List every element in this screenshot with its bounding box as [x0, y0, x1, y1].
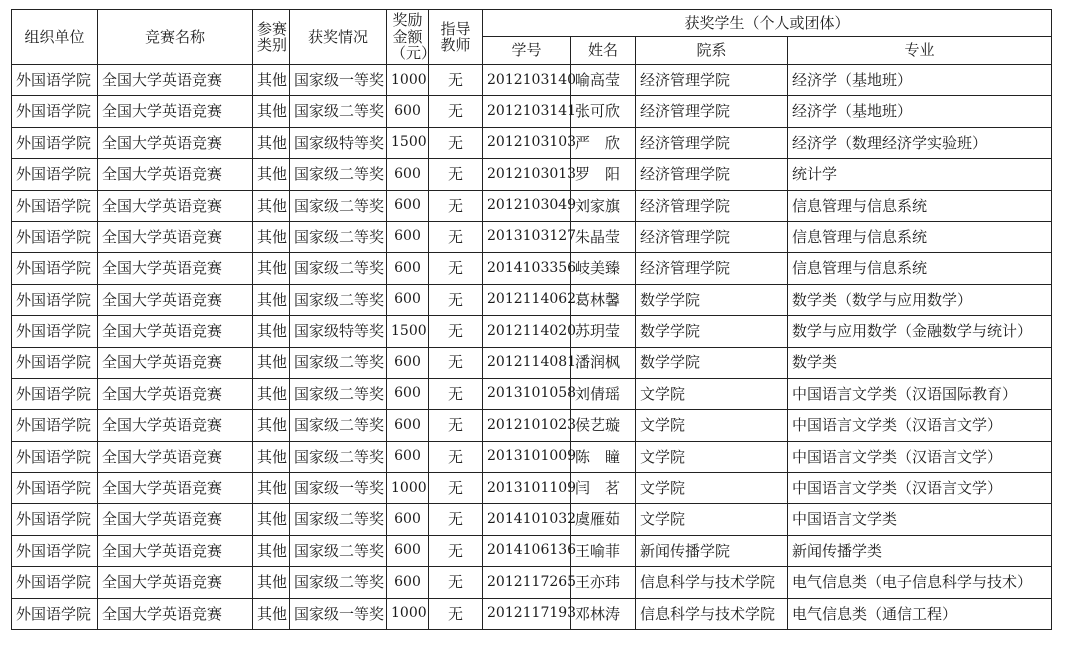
competition-cell: 全国大学英语竞赛 — [98, 159, 253, 190]
advisor-cell: 无 — [429, 221, 483, 252]
table-row — [12, 96, 1052, 127]
category-cell: 其他 — [253, 221, 290, 252]
org-cell: 外国语学院 — [12, 598, 98, 629]
table-row — [12, 190, 1052, 221]
student-id-cell: 2012117193 — [483, 598, 571, 629]
competition-cell: 全国大学英语竞赛 — [98, 190, 253, 221]
header-amount: 奖励 金额 （元） — [387, 10, 429, 65]
category-cell: 其他 — [253, 284, 290, 315]
table-row — [12, 535, 1052, 566]
name-cell: 严 欣 — [571, 127, 636, 158]
table-row — [12, 65, 1052, 96]
department-cell: 文学院 — [636, 504, 788, 535]
competition-cell: 全国大学英语竞赛 — [98, 221, 253, 252]
amount-cell: 1500 — [387, 316, 429, 347]
org-cell: 外国语学院 — [12, 567, 98, 598]
award-cell: 国家级二等奖 — [290, 441, 387, 472]
major-cell: 经济学（数理经济学实验班） — [788, 127, 1052, 158]
header-org: 组织单位 — [12, 10, 98, 65]
major-cell: 统计学 — [788, 159, 1052, 190]
advisor-cell: 无 — [429, 441, 483, 472]
major-cell: 数学类（数学与应用数学） — [788, 284, 1052, 315]
student-id-cell: 2012114062 — [483, 284, 571, 315]
org-cell: 外国语学院 — [12, 127, 98, 158]
table-row — [12, 284, 1052, 315]
category-cell: 其他 — [253, 410, 290, 441]
name-cell: 潘润枫 — [571, 347, 636, 378]
major-cell: 中国语言文学类（汉语国际教育） — [788, 378, 1052, 409]
amount-cell: 600 — [387, 159, 429, 190]
name-cell: 王喻菲 — [571, 535, 636, 566]
org-cell: 外国语学院 — [12, 65, 98, 96]
competition-cell: 全国大学英语竞赛 — [98, 347, 253, 378]
amount-cell: 600 — [387, 378, 429, 409]
category-cell: 其他 — [253, 347, 290, 378]
amount-cell: 600 — [387, 410, 429, 441]
award-cell: 国家级特等奖 — [290, 316, 387, 347]
header-advisor: 指导 教师 — [429, 10, 483, 65]
advisor-cell: 无 — [429, 284, 483, 315]
advisor-cell: 无 — [429, 96, 483, 127]
major-cell: 数学类 — [788, 347, 1052, 378]
student-id-cell: 2012103103 — [483, 127, 571, 158]
table-row — [12, 567, 1052, 598]
competition-cell: 全国大学英语竞赛 — [98, 253, 253, 284]
competition-cell: 全国大学英语竞赛 — [98, 410, 253, 441]
name-cell: 虞雁茹 — [571, 504, 636, 535]
table-row — [12, 378, 1052, 409]
major-cell: 经济学（基地班） — [788, 96, 1052, 127]
amount-cell: 600 — [387, 190, 429, 221]
department-cell: 经济管理学院 — [636, 65, 788, 96]
org-cell: 外国语学院 — [12, 504, 98, 535]
table-row — [12, 127, 1052, 158]
department-cell: 新闻传播学院 — [636, 535, 788, 566]
department-cell: 文学院 — [636, 410, 788, 441]
category-cell: 其他 — [253, 65, 290, 96]
name-cell: 刘家旗 — [571, 190, 636, 221]
table-row — [12, 473, 1052, 504]
department-cell: 数学学院 — [636, 316, 788, 347]
name-cell: 张可欣 — [571, 96, 636, 127]
table-row — [12, 159, 1052, 190]
category-cell: 其他 — [253, 316, 290, 347]
category-cell: 其他 — [253, 598, 290, 629]
competition-cell: 全国大学英语竞赛 — [98, 504, 253, 535]
name-cell: 苏玥莹 — [571, 316, 636, 347]
major-cell: 信息管理与信息系统 — [788, 221, 1052, 252]
advisor-cell: 无 — [429, 410, 483, 441]
department-cell: 文学院 — [636, 441, 788, 472]
table-row — [12, 504, 1052, 535]
major-cell: 中国语言文学类 — [788, 504, 1052, 535]
major-cell: 电气信息类（电子信息科学与技术） — [788, 567, 1052, 598]
competition-cell: 全国大学英语竞赛 — [98, 473, 253, 504]
award-cell: 国家级二等奖 — [290, 221, 387, 252]
student-id-cell: 2013101058 — [483, 378, 571, 409]
org-cell: 外国语学院 — [12, 96, 98, 127]
amount-cell: 600 — [387, 221, 429, 252]
name-cell: 罗 阳 — [571, 159, 636, 190]
competition-cell: 全国大学英语竞赛 — [98, 441, 253, 472]
header-students: 获奖学生（个人或团体） — [483, 10, 1052, 37]
amount-cell: 600 — [387, 567, 429, 598]
name-cell: 王亦玮 — [571, 567, 636, 598]
header-department: 院系 — [636, 37, 788, 65]
name-cell: 陈 瞳 — [571, 441, 636, 472]
major-cell: 电气信息类（通信工程） — [788, 598, 1052, 629]
major-cell: 信息管理与信息系统 — [788, 190, 1052, 221]
award-cell: 国家级二等奖 — [290, 535, 387, 566]
amount-cell: 1500 — [387, 127, 429, 158]
category-cell: 其他 — [253, 567, 290, 598]
competition-cell: 全国大学英语竞赛 — [98, 567, 253, 598]
advisor-cell: 无 — [429, 473, 483, 504]
category-cell: 其他 — [253, 190, 290, 221]
category-cell: 其他 — [253, 96, 290, 127]
org-cell: 外国语学院 — [12, 316, 98, 347]
advisor-cell: 无 — [429, 159, 483, 190]
advisor-cell: 无 — [429, 504, 483, 535]
table-row — [12, 221, 1052, 252]
competition-cell: 全国大学英语竞赛 — [98, 127, 253, 158]
department-cell: 经济管理学院 — [636, 159, 788, 190]
major-cell: 中国语言文学类（汉语言文学） — [788, 441, 1052, 472]
org-cell: 外国语学院 — [12, 441, 98, 472]
student-id-cell: 2012103013 — [483, 159, 571, 190]
org-cell: 外国语学院 — [12, 190, 98, 221]
name-cell: 侯艺璇 — [571, 410, 636, 441]
award-cell: 国家级二等奖 — [290, 378, 387, 409]
category-cell: 其他 — [253, 504, 290, 535]
name-cell: 岐美臻 — [571, 253, 636, 284]
name-cell: 闫 茗 — [571, 473, 636, 504]
name-cell: 喻高莹 — [571, 65, 636, 96]
table-row — [12, 441, 1052, 472]
advisor-cell: 无 — [429, 316, 483, 347]
award-cell: 国家级二等奖 — [290, 284, 387, 315]
advisor-cell: 无 — [429, 535, 483, 566]
org-cell: 外国语学院 — [12, 253, 98, 284]
competition-cell: 全国大学英语竞赛 — [98, 284, 253, 315]
org-cell: 外国语学院 — [12, 535, 98, 566]
department-cell: 信息科学与技术学院 — [636, 598, 788, 629]
amount-cell: 1000 — [387, 65, 429, 96]
category-cell: 其他 — [253, 127, 290, 158]
header-name: 姓名 — [571, 37, 636, 65]
competition-cell: 全国大学英语竞赛 — [98, 535, 253, 566]
advisor-cell: 无 — [429, 65, 483, 96]
department-cell: 经济管理学院 — [636, 127, 788, 158]
org-cell: 外国语学院 — [12, 473, 98, 504]
advisor-cell: 无 — [429, 347, 483, 378]
award-cell: 国家级二等奖 — [290, 410, 387, 441]
name-cell: 葛林馨 — [571, 284, 636, 315]
advisor-cell: 无 — [429, 190, 483, 221]
competition-cell: 全国大学英语竞赛 — [98, 65, 253, 96]
amount-cell: 600 — [387, 96, 429, 127]
student-id-cell: 2014106136 — [483, 535, 571, 566]
major-cell: 新闻传播学类 — [788, 535, 1052, 566]
advisor-cell: 无 — [429, 378, 483, 409]
award-cell: 国家级二等奖 — [290, 190, 387, 221]
table-body — [12, 65, 1052, 630]
category-cell: 其他 — [253, 378, 290, 409]
header-competition: 竞赛名称 — [98, 10, 253, 65]
competition-cell: 全国大学英语竞赛 — [98, 598, 253, 629]
award-cell: 国家级二等奖 — [290, 159, 387, 190]
amount-cell: 1000 — [387, 473, 429, 504]
award-cell: 国家级二等奖 — [290, 504, 387, 535]
org-cell: 外国语学院 — [12, 284, 98, 315]
awards-table — [11, 9, 1052, 630]
award-cell: 国家级二等奖 — [290, 96, 387, 127]
advisor-cell: 无 — [429, 253, 483, 284]
student-id-cell: 2012103141 — [483, 96, 571, 127]
header-category: 参赛 类别 — [253, 10, 290, 65]
amount-cell: 600 — [387, 347, 429, 378]
table-row — [12, 598, 1052, 629]
advisor-cell: 无 — [429, 127, 483, 158]
category-cell: 其他 — [253, 535, 290, 566]
competition-cell: 全国大学英语竞赛 — [98, 378, 253, 409]
major-cell: 经济学（基地班） — [788, 65, 1052, 96]
student-id-cell: 2012114081 — [483, 347, 571, 378]
header-student-id: 学号 — [483, 37, 571, 65]
award-cell: 国家级一等奖 — [290, 598, 387, 629]
name-cell: 邓林涛 — [571, 598, 636, 629]
department-cell: 经济管理学院 — [636, 253, 788, 284]
department-cell: 经济管理学院 — [636, 96, 788, 127]
student-id-cell: 2013103127 — [483, 221, 571, 252]
table-row — [12, 347, 1052, 378]
org-cell: 外国语学院 — [12, 378, 98, 409]
table-row — [12, 316, 1052, 347]
category-cell: 其他 — [253, 441, 290, 472]
amount-cell: 600 — [387, 535, 429, 566]
major-cell: 中国语言文学类（汉语言文学） — [788, 410, 1052, 441]
department-cell: 经济管理学院 — [636, 190, 788, 221]
department-cell: 文学院 — [636, 378, 788, 409]
department-cell: 经济管理学院 — [636, 221, 788, 252]
major-cell: 信息管理与信息系统 — [788, 253, 1052, 284]
amount-cell: 600 — [387, 504, 429, 535]
award-cell: 国家级特等奖 — [290, 127, 387, 158]
table-row — [12, 410, 1052, 441]
award-cell: 国家级一等奖 — [290, 65, 387, 96]
org-cell: 外国语学院 — [12, 347, 98, 378]
header-award: 获奖情况 — [290, 10, 387, 65]
name-cell: 朱晶莹 — [571, 221, 636, 252]
amount-cell: 600 — [387, 441, 429, 472]
student-id-cell: 2013101009 — [483, 441, 571, 472]
header-row — [12, 10, 1052, 37]
major-cell: 数学与应用数学（金融数学与统计） — [788, 316, 1052, 347]
student-id-cell: 2014101032 — [483, 504, 571, 535]
amount-cell: 1000 — [387, 598, 429, 629]
department-cell: 信息科学与技术学院 — [636, 567, 788, 598]
award-cell: 国家级二等奖 — [290, 253, 387, 284]
advisor-cell: 无 — [429, 598, 483, 629]
org-cell: 外国语学院 — [12, 221, 98, 252]
table-row — [12, 253, 1052, 284]
org-cell: 外国语学院 — [12, 159, 98, 190]
student-id-cell: 2012114020 — [483, 316, 571, 347]
student-id-cell: 2014103356 — [483, 253, 571, 284]
student-id-cell: 2012103140 — [483, 65, 571, 96]
student-id-cell: 2012101023 — [483, 410, 571, 441]
amount-cell: 600 — [387, 253, 429, 284]
competition-cell: 全国大学英语竞赛 — [98, 96, 253, 127]
category-cell: 其他 — [253, 159, 290, 190]
student-id-cell: 2012117265 — [483, 567, 571, 598]
competition-cell: 全国大学英语竞赛 — [98, 316, 253, 347]
award-cell: 国家级二等奖 — [290, 347, 387, 378]
category-cell: 其他 — [253, 253, 290, 284]
student-id-cell: 2012103049 — [483, 190, 571, 221]
advisor-cell: 无 — [429, 567, 483, 598]
department-cell: 数学学院 — [636, 347, 788, 378]
department-cell: 文学院 — [636, 473, 788, 504]
category-cell: 其他 — [253, 473, 290, 504]
award-cell: 国家级一等奖 — [290, 473, 387, 504]
name-cell: 刘倩瑶 — [571, 378, 636, 409]
department-cell: 数学学院 — [636, 284, 788, 315]
org-cell: 外国语学院 — [12, 410, 98, 441]
major-cell: 中国语言文学类（汉语言文学） — [788, 473, 1052, 504]
header-major: 专业 — [788, 37, 1052, 65]
amount-cell: 600 — [387, 284, 429, 315]
student-id-cell: 2013101109 — [483, 473, 571, 504]
award-cell: 国家级二等奖 — [290, 567, 387, 598]
